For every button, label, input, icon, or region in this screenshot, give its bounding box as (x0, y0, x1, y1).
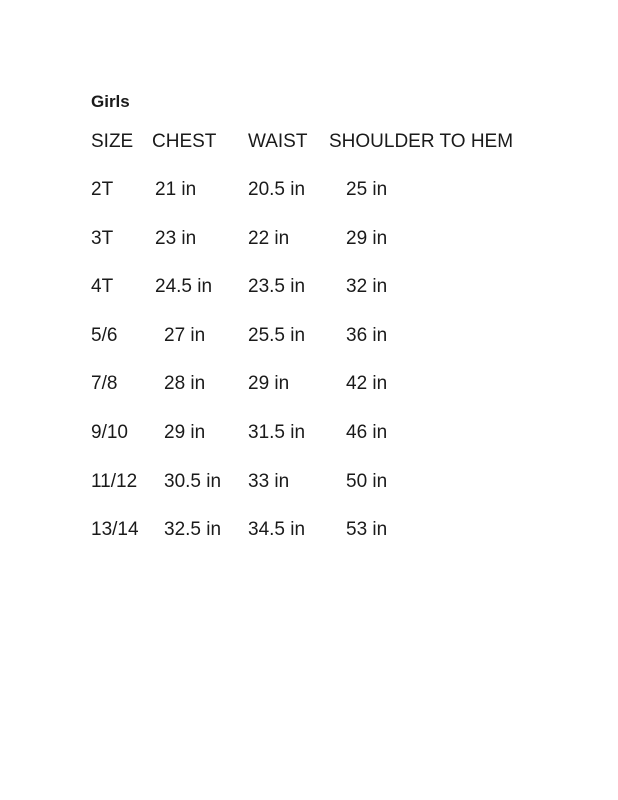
chest-cell: 23 in (155, 228, 197, 249)
shoulder-to-hem-cell: 36 in (346, 325, 388, 346)
chest-cell: 24.5 in (155, 276, 213, 297)
chest-cell: 29 in (164, 422, 206, 443)
waist-cell: 31.5 in (248, 422, 306, 443)
chest-cell: 32.5 in (164, 519, 222, 540)
chest-cell: 30.5 in (164, 471, 222, 492)
shoulder-to-hem-cell: 46 in (346, 422, 388, 443)
waist-cell: 25.5 in (248, 325, 306, 346)
waist-cell: 22 in (248, 228, 290, 249)
shoulder-to-hem-cell: 25 in (346, 179, 388, 200)
column-header-shoulder-to-hem: SHOULDER TO HEM (329, 131, 514, 152)
chest-cell: 21 in (155, 179, 197, 200)
chest-cell: 28 in (164, 373, 206, 394)
column-header-chest: CHEST (152, 131, 217, 152)
chest-cell: 27 in (164, 325, 206, 346)
size-cell: 5/6 (91, 325, 118, 346)
shoulder-to-hem-cell: 53 in (346, 519, 388, 540)
waist-cell: 34.5 in (248, 519, 306, 540)
shoulder-to-hem-cell: 29 in (346, 228, 388, 249)
shoulder-to-hem-cell: 50 in (346, 471, 388, 492)
size-cell: 2T (91, 179, 114, 200)
size-cell: 13/14 (91, 519, 139, 540)
waist-cell: 23.5 in (248, 276, 306, 297)
shoulder-to-hem-cell: 32 in (346, 276, 388, 297)
waist-cell: 20.5 in (248, 179, 306, 200)
waist-cell: 29 in (248, 373, 290, 394)
section-heading: Girls (91, 92, 130, 111)
waist-cell: 33 in (248, 471, 290, 492)
size-cell: 4T (91, 276, 114, 297)
column-header-waist: WAIST (248, 131, 308, 152)
size-cell: 7/8 (91, 373, 118, 394)
shoulder-to-hem-cell: 42 in (346, 373, 388, 394)
size-cell: 3T (91, 228, 114, 249)
size-cell: 9/10 (91, 422, 128, 443)
size-cell: 11/12 (91, 471, 138, 492)
column-header-size: SIZE (91, 131, 134, 152)
